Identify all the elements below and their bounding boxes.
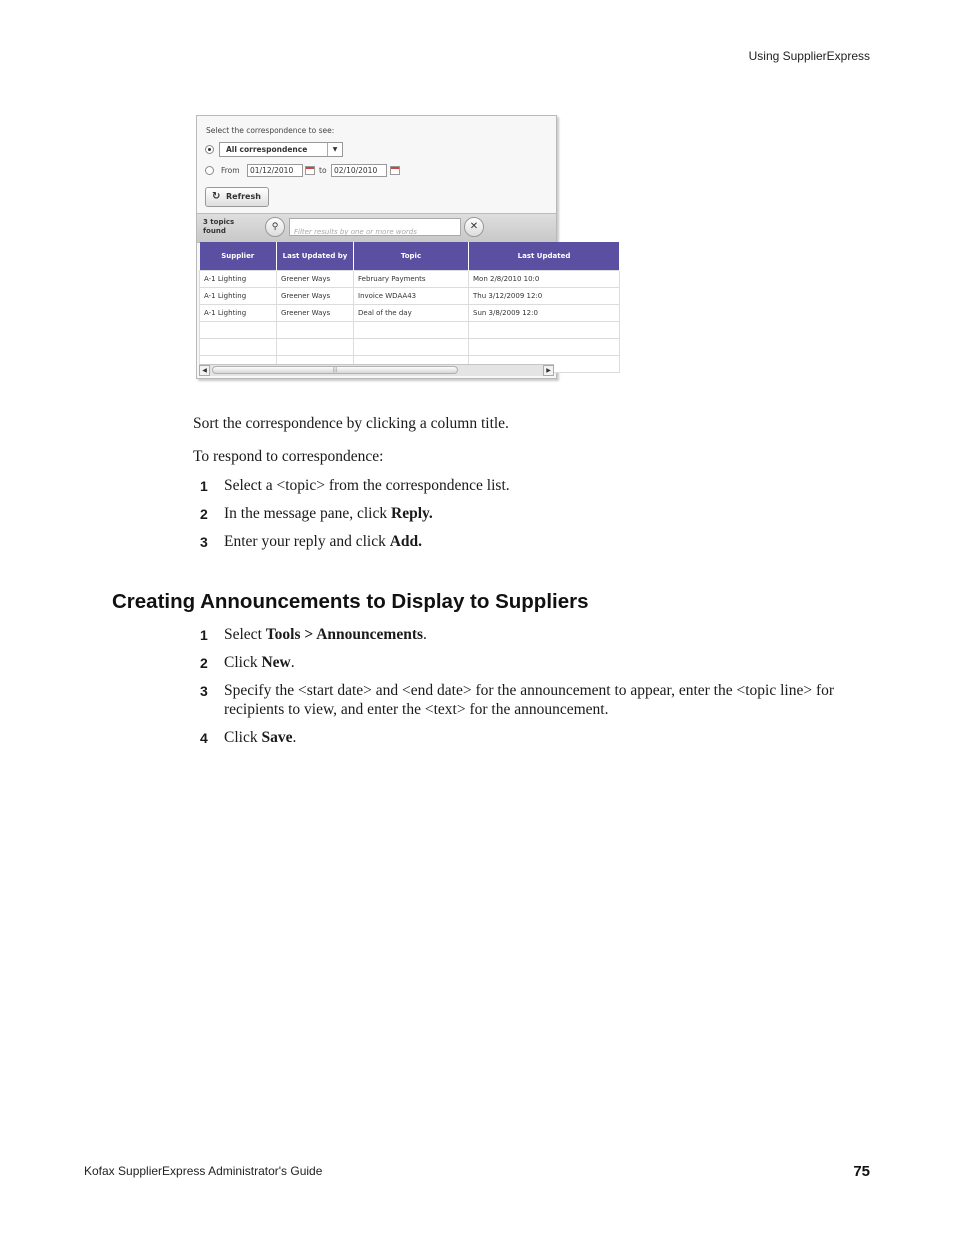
step-number: 3 bbox=[200, 683, 208, 699]
table-row[interactable] bbox=[200, 305, 620, 322]
correspondence-screenshot bbox=[196, 115, 571, 379]
running-header: Using SupplierExpress bbox=[748, 49, 870, 63]
scroll-right-icon[interactable]: ▶ bbox=[543, 365, 554, 376]
filter-bar bbox=[197, 213, 556, 243]
cell-updated-by: Greener Ways bbox=[277, 288, 354, 305]
respond-step-2 bbox=[200, 504, 854, 523]
announce-step-3 bbox=[200, 681, 854, 719]
respond-step-3 bbox=[200, 532, 854, 551]
step-text: Specify the <start date> and <end date> for the announcement to appear, enter the <topic line> for recipients to view, and enter the <text> for the announcement. bbox=[224, 682, 835, 718]
step-number: 1 bbox=[200, 627, 208, 643]
step-number: 1 bbox=[200, 478, 208, 494]
topics-found-line2: found bbox=[203, 227, 226, 235]
topics-found-count bbox=[203, 218, 234, 236]
announce-step-4 bbox=[200, 728, 854, 747]
step-text-end: . bbox=[423, 626, 427, 643]
dropdown-value: All correspondence bbox=[226, 145, 308, 154]
respond-step-1 bbox=[200, 476, 854, 495]
table-row[interactable] bbox=[200, 271, 620, 288]
from-date-field[interactable] bbox=[247, 164, 303, 177]
cell-topic: Invoice WDAA43 bbox=[354, 288, 469, 305]
refresh-button[interactable] bbox=[205, 187, 269, 207]
select-correspondence-label: Select the correspondence to see: bbox=[206, 126, 335, 135]
step-text: Click bbox=[224, 654, 262, 671]
announce-step-1 bbox=[200, 625, 854, 644]
cell-supplier: A-1 Lighting bbox=[200, 305, 277, 322]
column-header-supplier[interactable]: Supplier bbox=[200, 242, 277, 271]
cell-last-updated: Mon 2/8/2010 10:0 bbox=[469, 271, 620, 288]
search-icon[interactable]: ⚲ bbox=[265, 217, 285, 237]
from-label: From bbox=[221, 166, 240, 175]
step-bold: Add. bbox=[389, 533, 423, 550]
filter-field[interactable] bbox=[289, 218, 461, 236]
close-icon[interactable]: ✕ bbox=[464, 217, 484, 237]
table-row-empty bbox=[200, 339, 620, 356]
refresh-label: Refresh bbox=[226, 192, 261, 201]
footer-document-title: Kofax SupplierExpress Administrator's Guide bbox=[84, 1164, 323, 1178]
correspondence-dropdown[interactable] bbox=[219, 142, 343, 157]
column-header-topic[interactable]: Topic bbox=[354, 242, 469, 271]
chevron-down-icon: ▼ bbox=[327, 143, 342, 156]
step-number: 2 bbox=[200, 506, 208, 522]
cell-topic: February Payments bbox=[354, 271, 469, 288]
column-header-last-updated[interactable]: Last Updated bbox=[469, 242, 620, 271]
section-heading: Creating Announcements to Display to Suppliers bbox=[112, 590, 589, 613]
scroll-left-icon[interactable]: ◀ bbox=[199, 365, 210, 376]
cell-supplier: A-1 Lighting bbox=[200, 271, 277, 288]
step-number: 3 bbox=[200, 534, 208, 550]
radio-date-range[interactable] bbox=[205, 166, 214, 175]
table-row[interactable] bbox=[200, 288, 620, 305]
horizontal-scrollbar[interactable] bbox=[199, 364, 554, 376]
step-bold: Reply. bbox=[391, 505, 433, 522]
calendar-icon[interactable] bbox=[305, 166, 315, 175]
cell-updated-by: Greener Ways bbox=[277, 271, 354, 288]
correspondence-table bbox=[199, 242, 620, 373]
step-bold: Tools > Announcements bbox=[265, 626, 424, 643]
to-date-field[interactable] bbox=[331, 164, 387, 177]
step-text: Click bbox=[224, 729, 262, 746]
calendar-icon[interactable] bbox=[390, 166, 400, 175]
cell-last-updated: Thu 3/12/2009 12:0 bbox=[469, 288, 620, 305]
filter-input[interactable] bbox=[290, 224, 460, 240]
step-text-end: . bbox=[292, 729, 297, 746]
announce-step-2 bbox=[200, 653, 854, 672]
sort-instruction: Sort the correspondence by clicking a column title. bbox=[193, 415, 509, 432]
topics-found-line1: 3 topics bbox=[203, 218, 235, 226]
table-row-empty bbox=[200, 322, 620, 339]
step-bold: New bbox=[261, 654, 291, 671]
step-text-end: . bbox=[290, 654, 295, 671]
cell-supplier: A-1 Lighting bbox=[200, 288, 277, 305]
radio-all-correspondence[interactable] bbox=[205, 145, 214, 154]
cell-topic: Deal of the day bbox=[354, 305, 469, 322]
respond-intro: To respond to correspondence: bbox=[193, 448, 384, 465]
cell-last-updated: Sun 3/8/2009 12:0 bbox=[469, 305, 620, 322]
step-bold: Save bbox=[261, 729, 293, 746]
step-number: 4 bbox=[200, 730, 208, 746]
from-date-value: 01/12/2010 bbox=[250, 166, 294, 175]
step-number: 2 bbox=[200, 655, 208, 671]
step-text: Select bbox=[224, 626, 266, 643]
scrollbar-thumb[interactable]: ||| bbox=[212, 366, 458, 374]
step-text: Select a <topic> from the correspondence list. bbox=[224, 477, 510, 494]
cell-updated-by: Greener Ways bbox=[277, 305, 354, 322]
page-number: 75 bbox=[853, 1163, 870, 1180]
step-text: In the message pane, click bbox=[224, 505, 391, 522]
step-text: Enter your reply and click bbox=[224, 533, 390, 550]
column-header-last-updated-by[interactable]: Last Updated by bbox=[277, 242, 354, 271]
to-label: to bbox=[319, 166, 327, 175]
to-date-value: 02/10/2010 bbox=[334, 166, 378, 175]
refresh-icon: ↻ bbox=[212, 191, 221, 202]
table-header-row bbox=[200, 242, 620, 271]
